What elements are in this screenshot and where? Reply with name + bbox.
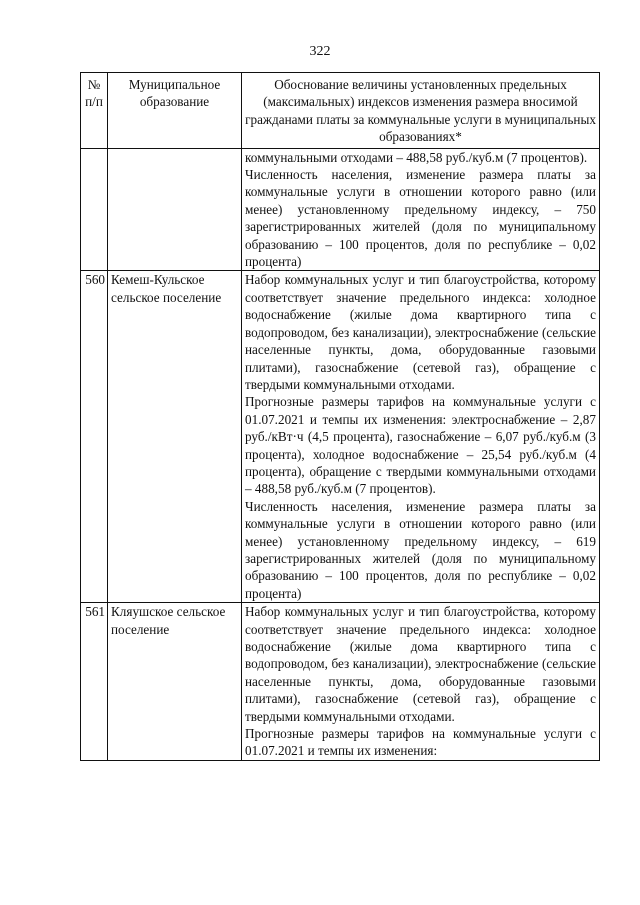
justification-paragraph: Прогнозные размеры тарифов на коммунальные услуги с 01.07.2021 и темпы их изменения: электроснабжение – 2,87 руб./кВт·ч (4,5 процента), газоснабжение – 6,07 руб./куб.м (3 процента), холодное водоснабжение – 25,54 руб./куб.м (4 процента), обращение с твердыми коммунальными отходами – 488,58 руб./куб.м (7 процентов).: [245, 394, 596, 497]
row-justification: [242, 603, 600, 761]
table-row: [81, 603, 600, 761]
header-num: № п/п: [81, 73, 108, 149]
table-row: [81, 271, 600, 603]
page-number: 322: [309, 44, 331, 59]
justification-paragraph: Численность населения, изменение размера платы за коммунальные услуги в отношении которого равно (или менее) установленному предельному индексу, – 619 зарегистрированных жителей (доля по муниципальному образованию – 100 процентов, доля по республике – 0,02 процента): [245, 498, 596, 601]
row-municipality: [108, 148, 242, 271]
row-num: 560: [81, 271, 108, 603]
justification-paragraph: коммунальными отходами – 488,58 руб./куб.м (7 процентов).: [245, 149, 588, 165]
tariff-justification-table: [80, 72, 600, 761]
row-num: 561: [81, 603, 108, 761]
row-num: [81, 148, 108, 271]
justification-paragraph: Численность населения, изменение размера платы за коммунальные услуги в отношении которого равно (или менее) установленному предельному индексу, – 750 зарегистрированных жителей (доля по муниципальному образованию – 100 процентов, доля по республике – 0,02 процента): [245, 167, 596, 270]
row-justification: [242, 148, 600, 271]
row-municipality: Кемеш-Кульское сельское поселение: [108, 271, 242, 603]
row-justification: [242, 271, 600, 603]
row-municipality: Кляушское сельское поселение: [108, 603, 242, 761]
justification-paragraph: Набор коммунальных услуг и тип благоустройства, которому соответствует значение предельного индекса: холодное водоснабжение (жилые дома квартирного типа с водопроводом, без канализации), электроснабжение (сельские населенные пункты, дома, оборудованные газовыми плитами), газоснабжение (сетевой газ), обращение с твердыми коммунальными отходами.: [245, 604, 596, 724]
table-row: [81, 148, 600, 271]
justification-paragraph: Набор коммунальных услуг и тип благоустройства, которому соответствует значение предельного индекса: холодное водоснабжение (жилые дома квартирного типа с водопроводом, без канализации), электроснабжение (сельские населенные пункты, дома, оборудованные газовыми плитами), газоснабжение (сетевой газ), обращение с твердыми коммунальными отходами.: [245, 272, 596, 392]
justification-paragraph: Прогнозные размеры тарифов на коммунальные услуги с 01.07.2021 и темпы их изменения:: [245, 726, 596, 759]
table-header-row: [81, 73, 600, 149]
header-municipality: Муниципальное образование: [108, 73, 242, 149]
header-justification: Обоснование величины установленных предельных (максимальных) индексов изменения размера вносимой гражданами платы за коммунальные услуги в муниципальных образованиях*: [242, 73, 600, 149]
